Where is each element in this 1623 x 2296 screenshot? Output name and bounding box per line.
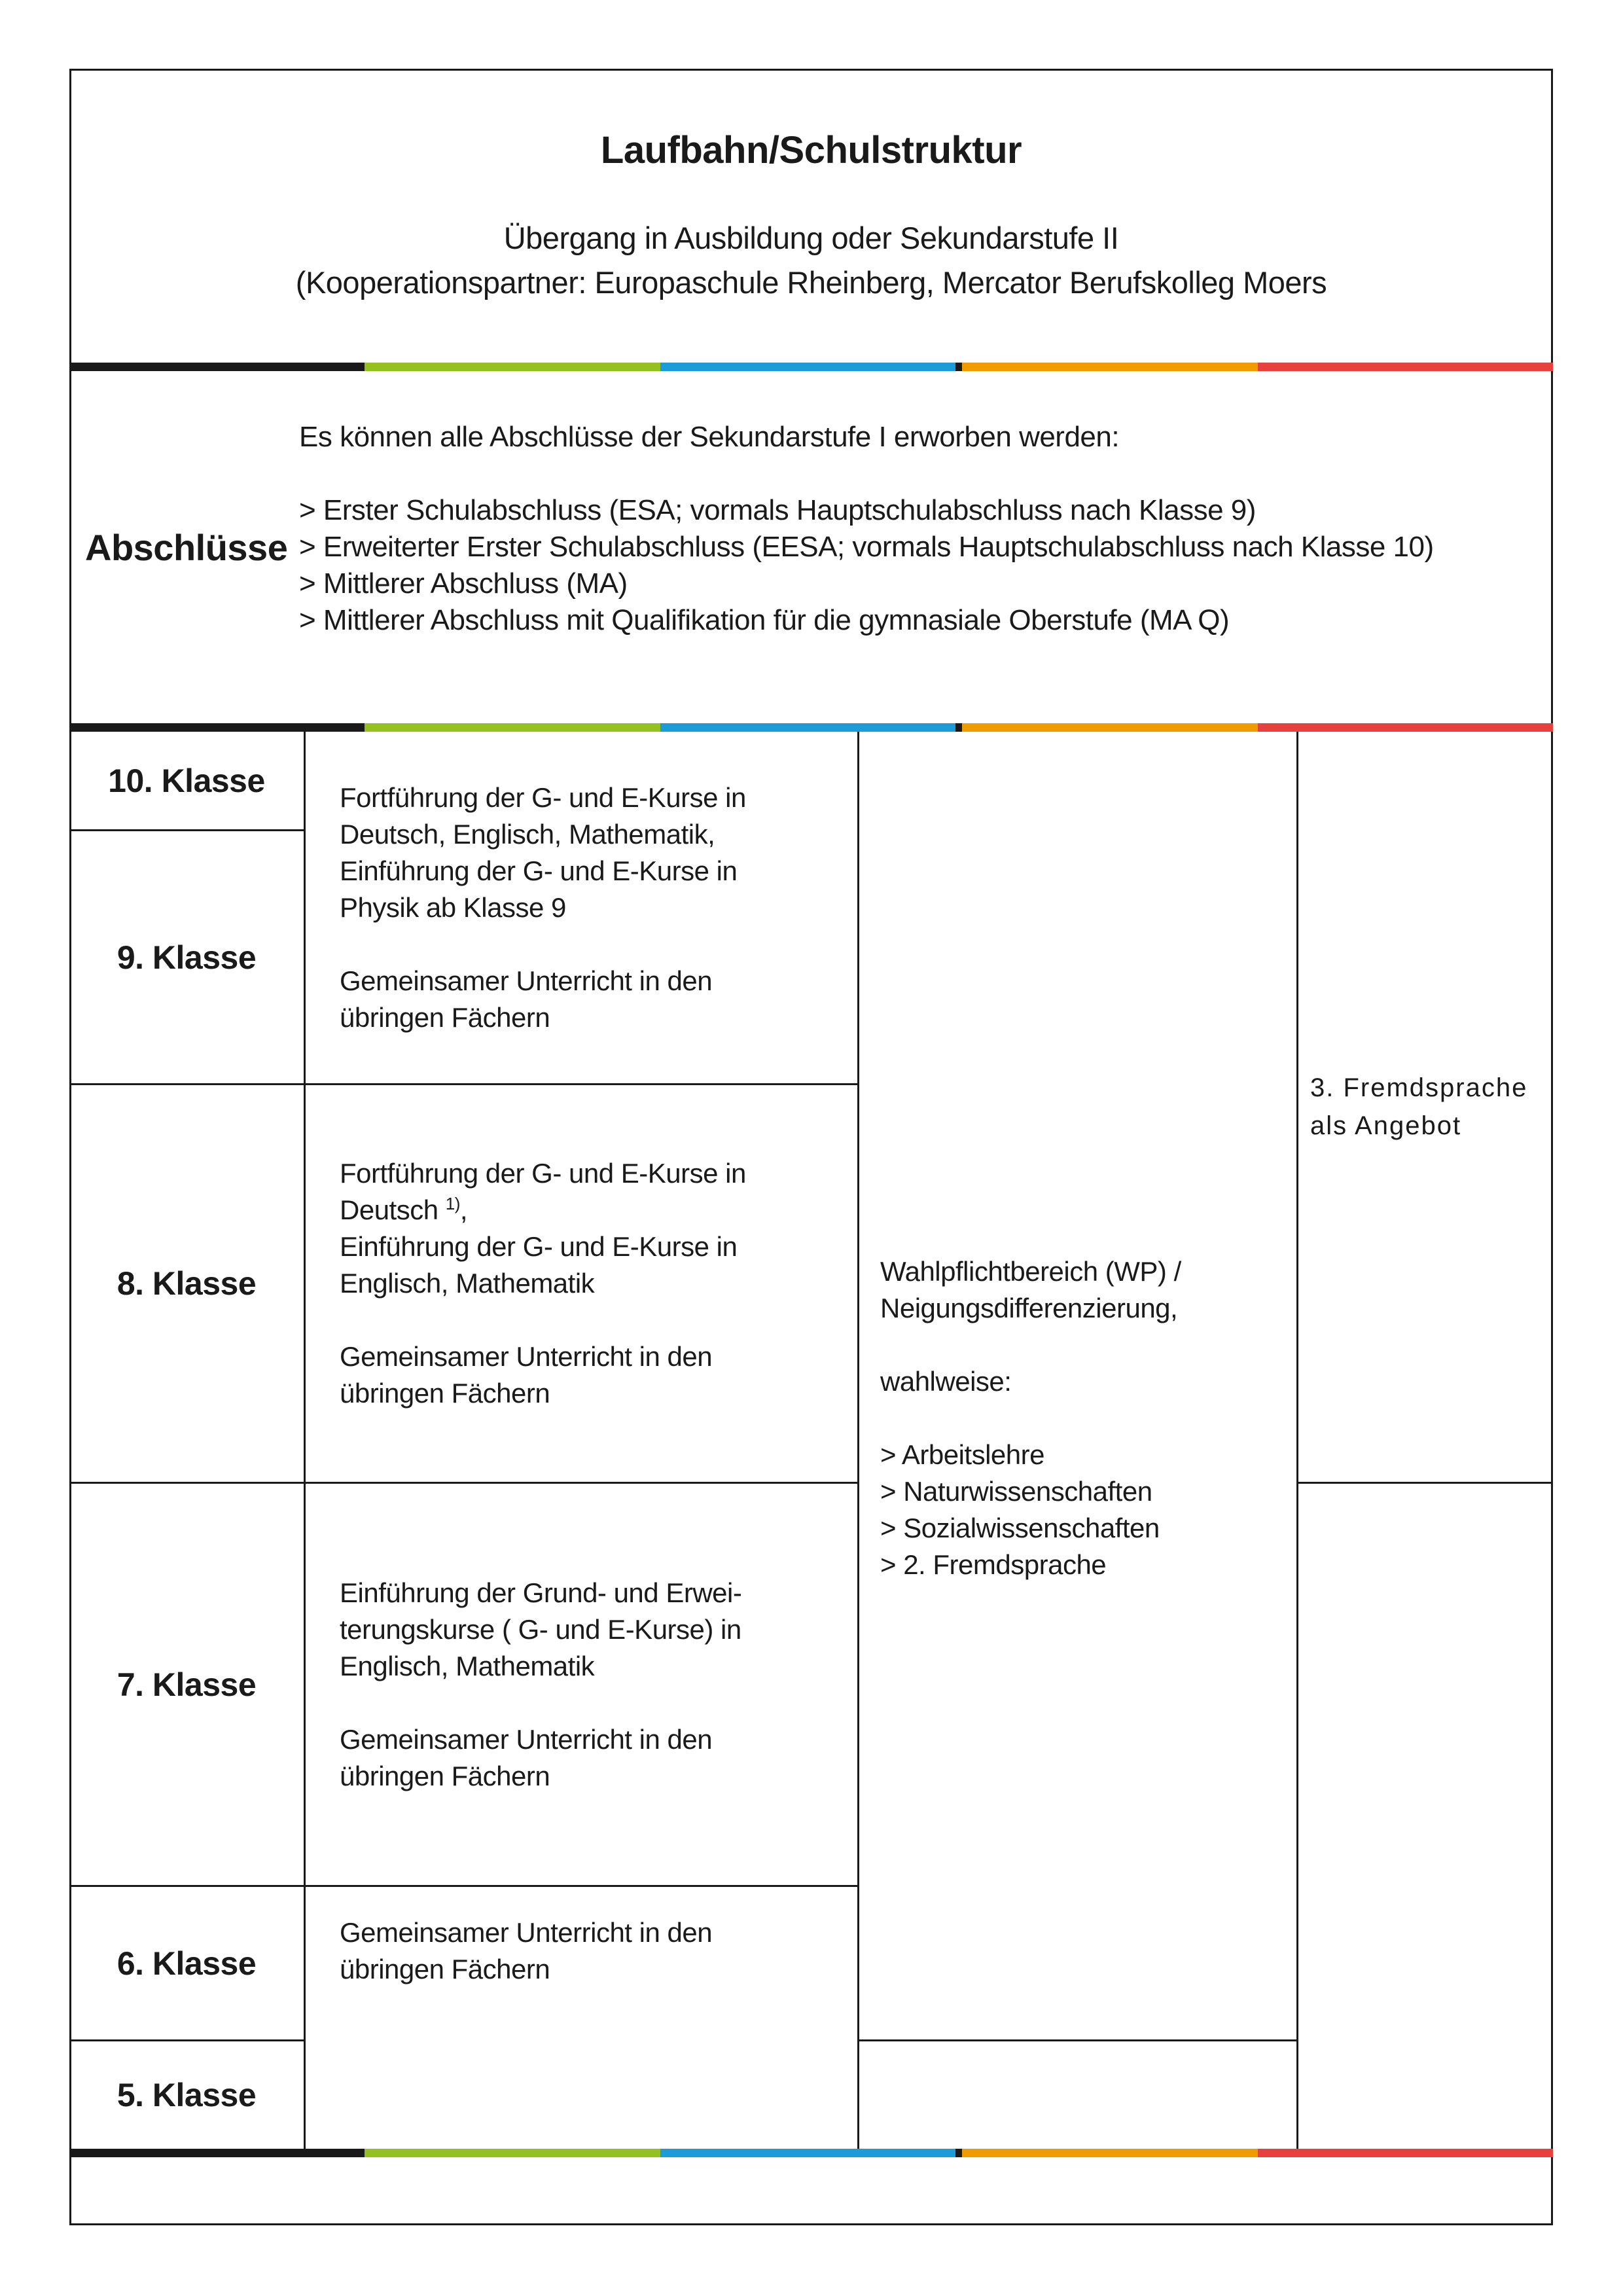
abschluesse-intro: Es können alle Abschlüsse der Sekundarstufe I erworben werden: <box>299 421 1120 453</box>
text-line: Fortführung der G- und E-Kurse in <box>340 1158 746 1189</box>
wp-option: > 2. Fremdsprache <box>880 1549 1107 1580</box>
divider-bar-top <box>69 363 1553 371</box>
text-line: Physik ab Klasse 9 <box>340 891 566 923</box>
spacer <box>340 926 842 963</box>
abschluesse-content <box>299 419 1536 639</box>
text-line: übringen Fächern <box>340 1954 550 1984</box>
bar-segment-green <box>365 363 660 371</box>
spacer <box>880 1327 1283 1363</box>
wahlpflicht-cell <box>859 732 1298 2041</box>
bar-segment-blue <box>660 363 955 371</box>
footnote-marker: 1) <box>445 1194 460 1213</box>
bar-segment-green <box>365 2149 660 2157</box>
grade-cell-6: 6. Klasse <box>69 1887 306 2041</box>
text-line: Gemeinsamer Unterricht in den <box>340 1341 713 1372</box>
abschluss-item: > Erweiterter Erster Schulabschluss (EESA; vormals Hauptschulabschluss nach Klasse 10) <box>299 531 1434 563</box>
grade-cell-8: 8. Klasse <box>69 1085 306 1484</box>
bar-segment-orange <box>962 2149 1257 2157</box>
grade-cell-9: 9. Klasse <box>69 831 306 1085</box>
divider-bar-middle <box>69 723 1553 732</box>
text-line: terungskurse ( G- und E-Kurse) in <box>340 1613 741 1645</box>
wp-option: > Naturwissenschaften <box>880 1476 1152 1507</box>
text-line: Fortführung der G- und E-Kurse in <box>340 781 746 813</box>
text-part: Deutsch <box>340 1194 446 1225</box>
spacer <box>340 1302 842 1338</box>
spacer <box>340 1685 842 1721</box>
bar-segment-blue <box>660 723 955 732</box>
page-subtitle <box>69 216 1553 305</box>
abschluss-item: > Erster Schulabschluss (ESA; vormals Hauptschulabschluss nach Klasse 9) <box>299 494 1256 526</box>
bar-segment-green <box>365 723 660 732</box>
bar-segment-tick <box>955 2149 962 2157</box>
text-line: wahlweise: <box>880 1366 1012 1397</box>
bar-segment-red <box>1258 723 1553 732</box>
bar-segment-orange <box>962 723 1257 732</box>
curriculum-cell-7 <box>306 1484 859 1887</box>
text-line: Einführung der Grund- und Erwei- <box>340 1577 742 1608</box>
text-line: Gemeinsamer Unterricht in den <box>340 1723 713 1755</box>
bar-segment-red <box>1258 2149 1553 2157</box>
spacer <box>299 456 1536 492</box>
page-title: Laufbahn/Schulstruktur <box>600 129 1022 171</box>
text-line: Englisch, Mathematik <box>340 1650 595 1681</box>
bar-segment-black <box>69 723 365 732</box>
fremdsprache-cell <box>1298 732 1553 1484</box>
text-line: übringen Fächern <box>340 1001 550 1033</box>
bar-segment-tick <box>955 723 962 732</box>
text-line: Wahlpflichtbereich (WP) / <box>880 1256 1181 1287</box>
bar-segment-black <box>69 363 365 371</box>
curriculum-cell-10-9 <box>306 732 859 1085</box>
text-line: übringen Fächern <box>340 1760 550 1791</box>
text-line: Gemeinsamer Unterricht in den <box>340 965 713 996</box>
divider-bar-bottom <box>69 2149 1553 2157</box>
text-line: Neigungsdifferenzierung, <box>880 1293 1178 1323</box>
curriculum-cell-6-5 <box>306 1887 859 2149</box>
text-line: Einführung der G- und E-Kurse in <box>340 855 738 886</box>
text-part: , <box>459 1194 468 1225</box>
empty-cell <box>1298 1484 1553 2149</box>
wp-option: > Sozialwissenschaften <box>880 1513 1160 1543</box>
text-line: Einführung der G- und E-Kurse in <box>340 1231 738 1262</box>
wp-option: > Arbeitslehre <box>880 1439 1044 1470</box>
grade-cell-5: 5. Klasse <box>69 2041 306 2149</box>
grade-cell-10: 10. Klasse <box>69 732 306 831</box>
grade-cell-7: 7. Klasse <box>69 1484 306 1887</box>
text-line: Gemeinsamer Unterricht in den <box>340 1917 713 1948</box>
bar-segment-black <box>69 2149 365 2157</box>
abschluss-item: > Mittlerer Abschluss mit Qualifikation für die gymnasiale Oberstufe (MA Q) <box>299 604 1230 636</box>
bar-segment-tick <box>955 363 962 371</box>
text-line <box>340 1192 842 1229</box>
abschluesse-label: Abschlüsse <box>85 527 288 568</box>
text-line: Englisch, Mathematik <box>340 1268 595 1299</box>
empty-cell <box>859 2041 1298 2149</box>
text-line: Deutsch, Englisch, Mathematik, <box>340 818 715 850</box>
spacer <box>880 1400 1283 1437</box>
abschluss-item: > Mittlerer Abschluss (MA) <box>299 567 628 600</box>
bar-segment-blue <box>660 2149 955 2157</box>
subtitle-line-2: (Kooperationspartner: Europaschule Rheinberg, Mercator Berufskolleg Moers <box>295 265 1327 300</box>
bar-segment-red <box>1258 363 1553 371</box>
text-line: übringen Fächern <box>340 1378 550 1408</box>
text-line: als Angebot <box>1310 1111 1462 1140</box>
curriculum-cell-8 <box>306 1085 859 1484</box>
text-line: 3. Fremdsprache <box>1310 1073 1528 1102</box>
bar-segment-orange <box>962 363 1257 371</box>
subtitle-line-1: Übergang in Ausbildung oder Sekundarstufe II <box>503 221 1119 255</box>
